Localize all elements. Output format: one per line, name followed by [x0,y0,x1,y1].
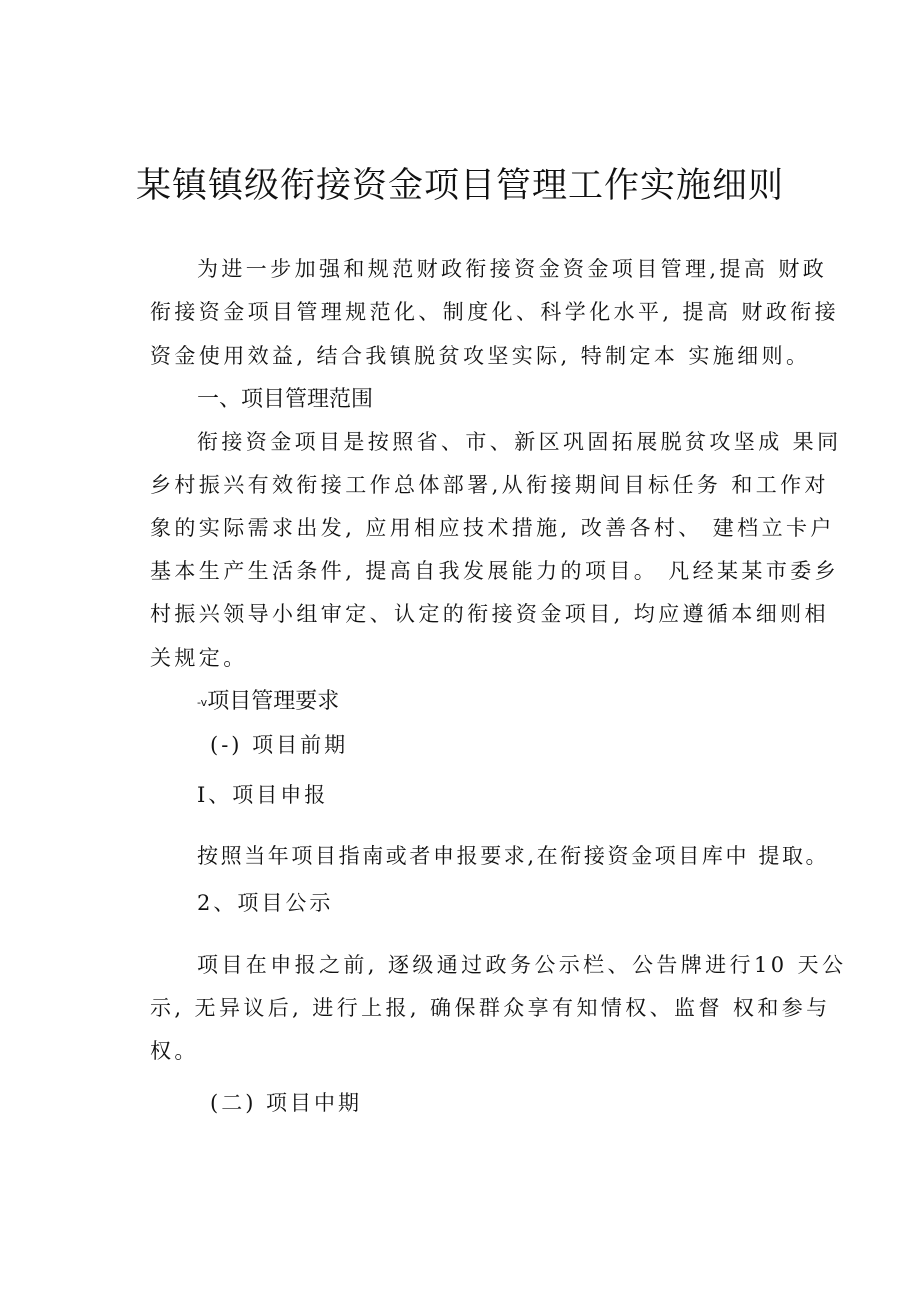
item-2-line-1: 项目在申报之前, 逐级通过政务公示栏、公告牌进行10 天公 [197,953,847,977]
section-2-subheading-1: (-) 项目前期 [210,733,349,757]
item-2-line-2: 示, 无异议后, 进行上报, 确保群众享有知情权、监督 权和参与 [150,996,831,1020]
section-1-line-6: 关规定。 [150,646,248,670]
section-2-heading [197,691,339,713]
section-2-subheading-2: (二) 项目中期 [210,1091,363,1115]
intro-line-1: 为进一步加强和规范财政衔接资金资金项目管理,提高 财政 [197,257,828,281]
document-title: 某镇镇级衔接资金项目管理工作实施细则 [135,166,784,206]
item-1-label: I、项目申报 [197,783,329,807]
section-1-line-4: 基本生产生活条件, 提高自我发展能力的项目。 凡经某某市委乡 [150,559,840,583]
item-2-line-3: 权。 [150,1039,199,1063]
item-2-label: 2、项目公示 [197,891,334,915]
intro-line-2: 衔接资金项目管理规范化、制度化、科学化水平, 提高 财政衔接 [150,300,840,324]
intro-line-3: 资金使用效益, 结合我镇脱贫攻坚实际, 特制定本 实施细则。 [150,344,811,368]
item-1-text: 按照当年项目指南或者申报要求,在衔接资金项目库中 提取。 [197,844,830,868]
section-1-line-3: 象的实际需求出发, 应用相应技术措施, 改善各村、 建档立卡户 [150,516,835,540]
section-1-line-5: 村振兴领导小组审定、认定的衔接资金项目, 均应遵循本细则相 [150,602,829,626]
section-2-heading-mark: -v [197,696,208,709]
section-1-line-2: 乡村振兴有效衔接工作总体部署,从衔接期间目标任务 和工作对 [150,473,829,497]
section-1-line-1: 衔接资金项目是按照省、市、新区巩固拓展脱贫攻坚成 果同 [197,430,842,454]
section-1-heading: 一、项目管理范围 [197,387,374,412]
section-2-heading-text: 项目管理要求 [207,689,340,714]
